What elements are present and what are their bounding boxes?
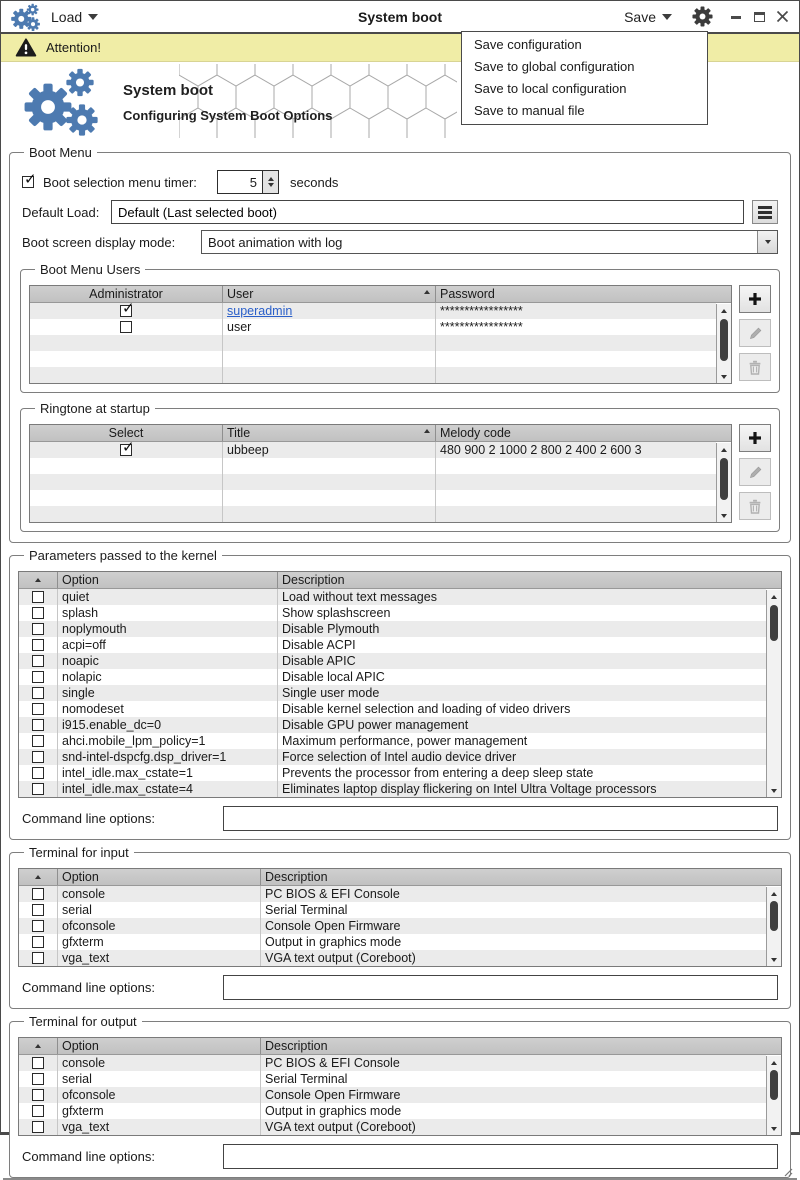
warning-icon (15, 38, 37, 57)
table-row[interactable] (19, 918, 766, 934)
vertical-scrollbar[interactable] (766, 887, 781, 966)
table-row[interactable] (19, 934, 766, 950)
page-subtitle: Configuring System Boot Options (123, 108, 333, 123)
cell-text: serial (62, 1072, 92, 1086)
table-row[interactable] (19, 733, 766, 749)
table-row[interactable] (30, 303, 716, 319)
sort-asc-icon (35, 578, 41, 582)
row-checkbox[interactable] (32, 1057, 44, 1069)
row-checkbox[interactable] (32, 607, 44, 619)
cell-text: Show splashscreen (282, 606, 391, 620)
display-mode-value: Boot animation with log (208, 234, 343, 250)
resize-grip-icon[interactable] (781, 1165, 793, 1177)
table-header (19, 869, 781, 886)
column-header-check[interactable] (19, 1038, 58, 1054)
boot-menu-users-table (29, 285, 732, 384)
cell-text: splash (62, 606, 99, 620)
terminal-output-fieldset (9, 1014, 791, 1178)
cell-text: VGA text output (Coreboot) (265, 951, 416, 965)
table-row[interactable] (19, 605, 766, 621)
row-checkbox[interactable] (32, 655, 44, 667)
column-header-option[interactable]: Option (58, 572, 278, 588)
column-header-description[interactable]: Description (282, 573, 345, 587)
scrollbar-thumb[interactable] (770, 605, 778, 641)
cell-text: nolapic (62, 670, 102, 684)
table-row[interactable] (19, 902, 766, 918)
ringtone-legend: Ringtone at startup (40, 401, 150, 416)
row-checkbox[interactable] (32, 639, 44, 651)
cell-text: Disable local APIC (282, 670, 385, 684)
cell-text: Serial Terminal (265, 903, 348, 917)
table-header (19, 1038, 781, 1055)
timer-spinner[interactable] (217, 170, 279, 194)
vertical-scrollbar[interactable] (766, 1056, 781, 1135)
cell-text: Disable kernel selection and loading of video drivers (282, 702, 571, 716)
table-row[interactable] (19, 669, 766, 685)
row-checkbox[interactable] (32, 936, 44, 948)
terminal-output-command-line-input[interactable] (223, 1144, 778, 1169)
scrollbar-up-icon[interactable] (717, 443, 731, 456)
scrollbar-down-icon[interactable] (717, 370, 731, 383)
cell-text: Single user mode (282, 686, 380, 700)
column-header-user[interactable]: User (223, 286, 436, 302)
plus-icon (748, 292, 762, 306)
attention-text: Attention! (46, 40, 101, 55)
timer-value[interactable]: 5 (218, 171, 262, 193)
row-checkbox[interactable] (32, 623, 44, 635)
timer-unit-label: seconds (290, 174, 339, 190)
table-row[interactable] (19, 1103, 766, 1119)
row-checkbox[interactable] (32, 1105, 44, 1117)
pencil-icon (748, 326, 763, 341)
sort-asc-icon (35, 875, 41, 879)
table-row[interactable] (19, 1119, 766, 1135)
save-menu-item[interactable]: Save configuration (474, 37, 582, 52)
row-checkbox[interactable] (32, 904, 44, 916)
edit-row-button[interactable] (739, 458, 771, 486)
cell-text: gfxterm (62, 935, 104, 949)
command-line-label: Command line options: (22, 811, 155, 826)
cell-text: vga_text (62, 951, 110, 965)
display-mode-label: Boot screen display mode: (22, 234, 176, 250)
table-row[interactable] (30, 442, 716, 458)
cell-text: Output in graphics mode (265, 1104, 402, 1118)
table-row[interactable] (19, 701, 766, 717)
cell-text: Disable ACPI (282, 638, 356, 652)
timer-label: Boot selection menu timer: (43, 174, 197, 190)
row-checkbox[interactable] (32, 671, 44, 683)
terminal-input-command-line-input[interactable] (223, 975, 778, 1000)
scrollbar-up-icon[interactable] (767, 590, 781, 603)
trash-icon (748, 499, 762, 514)
chevron-down-icon (765, 240, 771, 244)
column-header-check[interactable] (19, 572, 58, 588)
cell-text: ofconsole (62, 919, 116, 933)
cell-text: Force selection of Intel audio device driver (282, 750, 517, 764)
sort-asc-icon (424, 429, 430, 433)
cell-text: Serial Terminal (265, 1072, 348, 1086)
cell-text: vga_text (62, 1120, 110, 1134)
row-checkbox[interactable] (32, 719, 44, 731)
save-menu-label: Save (624, 8, 656, 25)
row-checkbox[interactable] (32, 751, 44, 763)
cell-text: quiet (62, 590, 90, 604)
column-header-administrator[interactable]: Administrator (30, 286, 223, 302)
table-row[interactable] (19, 1087, 766, 1103)
scrollbar-thumb[interactable] (770, 1070, 778, 1100)
row-checkbox[interactable] (32, 952, 44, 964)
cell-text: ubbeep (227, 443, 269, 457)
save-dropdown-menu (461, 31, 708, 125)
table-row (30, 367, 716, 383)
cell-text: serial (62, 903, 92, 917)
edit-row-button[interactable] (739, 319, 771, 347)
table-row (30, 490, 716, 506)
table-row (30, 458, 716, 474)
cell-text: i915.enable_dc=0 (62, 718, 162, 732)
cell-text: Prevents the processor from entering a deep sleep state (282, 766, 594, 780)
cell-text: gfxterm (62, 1104, 104, 1118)
scrollbar-up-icon[interactable] (767, 887, 781, 900)
cell-text: snd-intel-dspcfg.dsp_driver=1 (62, 750, 227, 764)
row-checkbox[interactable] (32, 1073, 44, 1085)
minimize-button[interactable] (729, 10, 743, 24)
scrollbar-down-icon[interactable] (767, 953, 781, 966)
row-checkbox[interactable] (32, 767, 44, 779)
cell-text: nomodeset (62, 702, 124, 716)
row-checkbox[interactable] (32, 735, 44, 747)
table-row (30, 335, 716, 351)
spinner-up-icon[interactable] (268, 177, 274, 181)
terminal-input-legend: Terminal for input (29, 845, 129, 860)
cell-text: intel_idle.max_cstate=1 (62, 766, 193, 780)
table-row (30, 474, 716, 490)
table-header (19, 572, 781, 589)
load-menu-label: Load (51, 8, 83, 25)
table-row (30, 506, 716, 522)
cell-text: Console Open Firmware (265, 1088, 401, 1102)
table-row[interactable] (19, 637, 766, 653)
scrollbar-up-icon[interactable] (717, 304, 731, 317)
vertical-scrollbar[interactable] (766, 590, 781, 797)
cell-text: ***************** (440, 320, 523, 334)
column-header-description[interactable]: Description (265, 1039, 328, 1053)
column-header-melody[interactable]: Melody code (440, 426, 511, 440)
table-row (30, 351, 716, 367)
cell-text: ofconsole (62, 1088, 116, 1102)
close-icon (776, 10, 789, 23)
table-row[interactable] (19, 1055, 766, 1071)
kernel-params-legend: Parameters passed to the kernel (29, 548, 217, 563)
add-row-button[interactable] (739, 424, 771, 452)
table-row[interactable] (19, 1071, 766, 1087)
cell-text: Disable GPU power management (282, 718, 469, 732)
display-mode-select[interactable] (201, 230, 778, 254)
sort-asc-icon (35, 1044, 41, 1048)
trash-icon (748, 360, 762, 375)
row-checkbox[interactable] (32, 591, 44, 603)
vertical-scrollbar[interactable] (716, 304, 731, 383)
command-line-label: Command line options: (22, 1149, 155, 1164)
table-row[interactable] (19, 886, 766, 902)
row-checkbox[interactable] (120, 321, 132, 333)
combo-arrow-button[interactable] (757, 231, 777, 253)
column-header-check[interactable] (19, 869, 58, 885)
row-checkbox[interactable] (120, 444, 132, 456)
plus-icon (748, 431, 762, 445)
scrollbar-down-icon[interactable] (767, 784, 781, 797)
cell-text: noplymouth (62, 622, 127, 636)
column-header-option[interactable]: Option (58, 1038, 261, 1054)
terminal-output-table (18, 1037, 782, 1136)
terminal-output-legend: Terminal for output (29, 1014, 137, 1029)
kernel-params-table (18, 571, 782, 798)
row-checkbox[interactable] (32, 703, 44, 715)
save-menu-button[interactable] (620, 7, 676, 27)
table-row[interactable] (19, 653, 766, 669)
add-row-button[interactable] (739, 285, 771, 313)
kernel-command-line-input[interactable] (223, 806, 778, 831)
default-load-label: Default Load: (22, 204, 100, 220)
maximize-button[interactable] (752, 10, 766, 24)
table-row[interactable] (19, 781, 766, 797)
cell-text: Maximum performance, power management (282, 734, 528, 748)
cell-text: PC BIOS & EFI Console (265, 887, 400, 901)
table-row[interactable] (19, 589, 766, 605)
ringtone-fieldset (20, 401, 780, 532)
table-header (30, 286, 731, 303)
cell-text: Eliminates laptop display flickering on Intel Ultra Voltage processors (282, 782, 657, 796)
scrollbar-down-icon[interactable] (767, 1122, 781, 1135)
vertical-scrollbar[interactable] (716, 443, 731, 522)
close-button[interactable] (775, 10, 789, 24)
table-row[interactable] (30, 319, 716, 335)
save-menu-item[interactable]: Save to global configuration (474, 59, 635, 74)
boot-menu-fieldset (9, 145, 791, 543)
cell-text: intel_idle.max_cstate=4 (62, 782, 193, 796)
table-row[interactable] (19, 621, 766, 637)
cell-text: Console Open Firmware (265, 919, 401, 933)
delete-row-button[interactable] (739, 492, 771, 520)
row-checkbox[interactable] (32, 1089, 44, 1101)
scrollbar-thumb[interactable] (720, 458, 728, 500)
command-line-label: Command line options: (22, 980, 155, 995)
cell-text: 480 900 2 1000 2 800 2 400 2 600 3 (440, 443, 642, 457)
column-header-description[interactable]: Description (265, 870, 328, 884)
scrollbar-up-icon[interactable] (767, 1056, 781, 1069)
cell-text: ***************** (440, 304, 523, 318)
scrollbar-thumb[interactable] (770, 901, 778, 931)
table-row[interactable] (19, 749, 766, 765)
app-gears-icon-large (21, 69, 105, 135)
scrollbar-thumb[interactable] (720, 319, 728, 361)
title-bar (1, 1, 799, 34)
cell-text: ahci.mobile_lpm_policy=1 (62, 734, 206, 748)
table-row[interactable] (19, 685, 766, 701)
boot-menu-legend: Boot Menu (29, 145, 92, 160)
settings-gear-icon[interactable] (692, 6, 713, 27)
chevron-down-icon (662, 14, 672, 20)
cell-text: Disable APIC (282, 654, 356, 668)
pencil-icon (748, 465, 763, 480)
cell-text: PC BIOS & EFI Console (265, 1056, 400, 1070)
boot-menu-users-fieldset (20, 262, 780, 393)
cell-text: acpi=off (62, 638, 106, 652)
table-row[interactable] (19, 717, 766, 733)
cell-text: Load without text messages (282, 590, 437, 604)
column-header-select[interactable]: Select (30, 425, 223, 441)
sort-asc-icon (424, 290, 430, 294)
cell-text: Disable Plymouth (282, 622, 380, 636)
column-header-title[interactable]: Title (223, 425, 436, 441)
table-row[interactable] (19, 950, 766, 966)
terminal-input-fieldset (9, 845, 791, 1009)
timer-checkbox[interactable] (22, 176, 34, 188)
save-menu-item[interactable]: Save to manual file (474, 103, 585, 118)
load-menu-button[interactable] (47, 7, 102, 27)
hamburger-icon (758, 206, 772, 209)
save-menu-item[interactable]: Save to local configuration (474, 81, 627, 96)
ringtone-table (29, 424, 732, 523)
row-checkbox[interactable] (120, 305, 132, 317)
kernel-params-fieldset (9, 548, 791, 840)
table-row[interactable] (19, 765, 766, 781)
column-header-password[interactable]: Password (440, 287, 495, 301)
row-checkbox[interactable] (32, 1121, 44, 1133)
cell-text: console (62, 887, 106, 901)
row-checkbox[interactable] (32, 888, 44, 900)
window-title: System boot (357, 8, 443, 25)
page-title: System boot (123, 82, 214, 99)
cell-text: VGA text output (Coreboot) (265, 1120, 416, 1134)
boot-menu-users-legend: Boot Menu Users (40, 262, 141, 277)
cell-text: console (62, 1056, 106, 1070)
cell-text: user (227, 320, 252, 334)
default-load-input[interactable] (111, 200, 744, 224)
cell-text: single (62, 686, 95, 700)
cell-link[interactable]: superadmin (227, 304, 293, 318)
default-load-browse-button[interactable] (752, 200, 778, 224)
cell-text: noapic (62, 654, 99, 668)
cell-text: Output in graphics mode (265, 935, 402, 949)
terminal-input-table (18, 868, 782, 967)
delete-row-button[interactable] (739, 353, 771, 381)
column-header-option[interactable]: Option (58, 869, 261, 885)
scrollbar-down-icon[interactable] (717, 509, 731, 522)
app-gears-icon (11, 2, 39, 31)
spinner-down-icon[interactable] (268, 183, 274, 187)
table-header (30, 425, 731, 442)
chevron-down-icon (88, 14, 98, 20)
row-checkbox[interactable] (32, 687, 44, 699)
row-checkbox[interactable] (32, 783, 44, 795)
row-checkbox[interactable] (32, 920, 44, 932)
